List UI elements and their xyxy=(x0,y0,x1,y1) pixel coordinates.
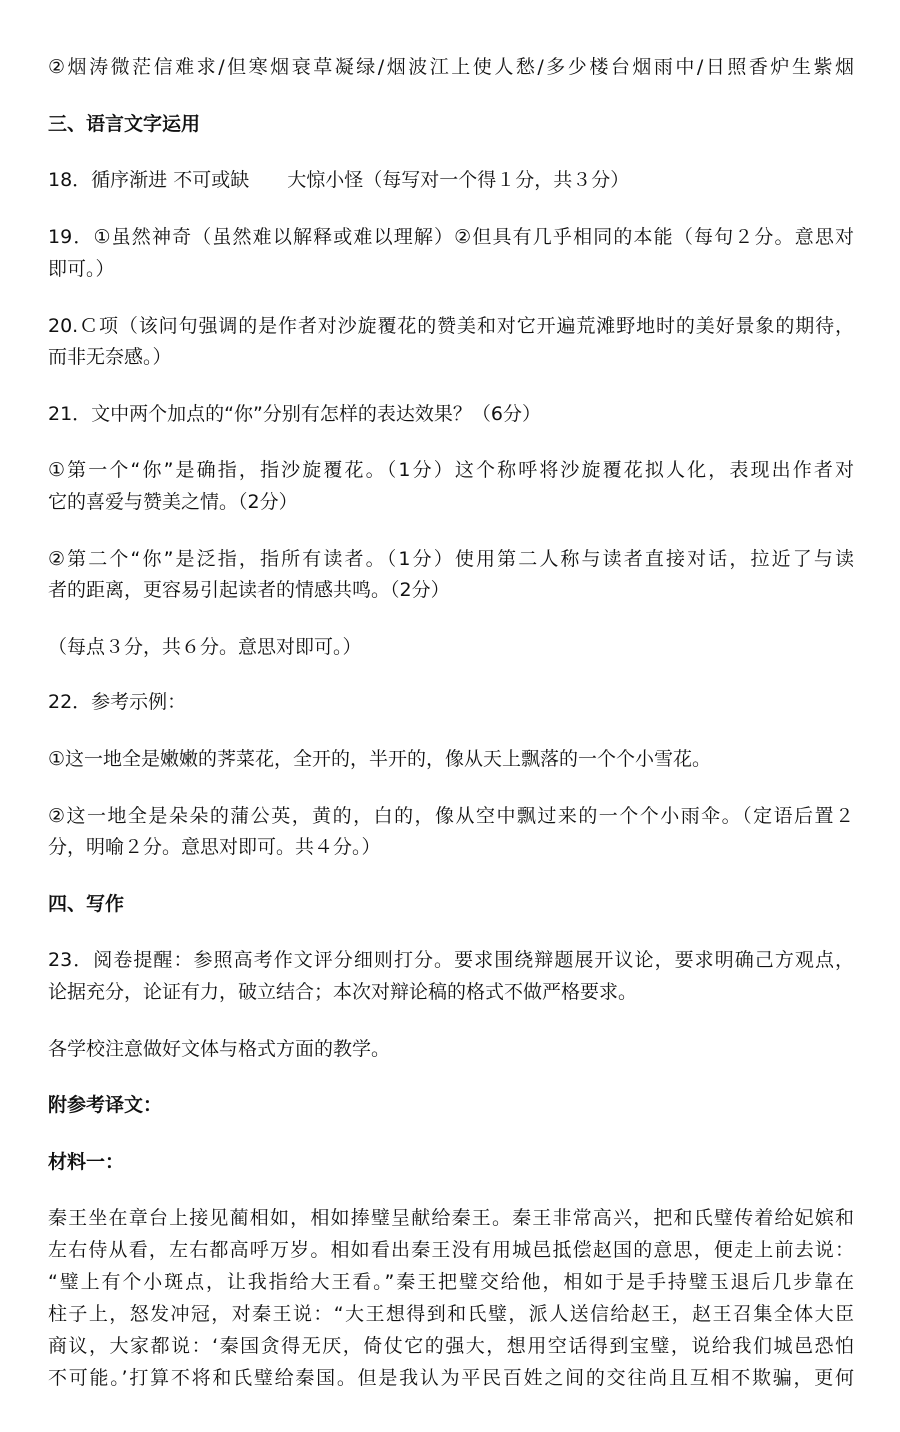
answer-22-heading: 22．参考示例： xyxy=(48,691,187,713)
answer-21-scoring: （每点３分，共６分。意思对即可。） xyxy=(48,636,362,658)
answer-21-point-2-line-2: 者的距离，更容易引起读者的情感共鸣。（2分） xyxy=(48,579,450,601)
answer-20-line-2: 而非无奈感。） xyxy=(48,346,172,368)
translation-line-5: 商议，大家都说：‘秦国贪得无厌，倚仗它的强大，想用空话得到宝璧，说给我们城邑恐怕 xyxy=(48,1335,854,1357)
answer-21-point-1-line-2: 它的喜爱与赞美之情。（2分） xyxy=(48,491,298,513)
translation-line-6: 不可能。’打算不将和氏璧给秦国。但是我认为平民百姓之间的交往尚且互相不欺骗，更何 xyxy=(48,1367,854,1389)
material-one-heading: 材料一： xyxy=(48,1151,125,1173)
answer-23-line-1: 23．阅卷提醒：参照高考作文评分细则打分。要求围绕辩题展开议论，要求明确己方观点， xyxy=(48,949,854,971)
translation-line-1: 秦王坐在章台上接见蔺相如，相如捧璧呈献给秦王。秦王非常高兴，把和氏璧传着给妃嫔和 xyxy=(48,1207,854,1229)
answer-17-line-2: ②烟涛微茫信难求/但寒烟衰草凝绿/烟波江上使人愁/多少楼台烟雨中/日照香炉生紫烟 xyxy=(48,56,854,78)
section-heading-language-use: 三、语言文字运用 xyxy=(48,113,201,135)
answer-19-line-2: 即可。） xyxy=(48,258,115,280)
answer-19-line-1: 19．①虽然神奇（虽然难以解释或难以理解）②但具有几乎相同的本能（每句２分。意思对 xyxy=(48,226,854,248)
answer-21-question: 21．文中两个加点的“你”分别有怎样的表达效果？（6分） xyxy=(48,403,541,425)
answer-18: 18．循序渐进 不可或缺 大惊小怪（每写对一个得１分，共３分） xyxy=(48,169,630,191)
translation-line-3: “璧上有个小斑点，让我指给大王看。”秦王把璧交给他，相如于是手持璧玉退后几步靠在 xyxy=(48,1271,854,1293)
teaching-note: 各学校注意做好文体与格式方面的教学。 xyxy=(48,1038,391,1060)
answer-23-line-2: 论据充分，论证有力，破立结合；本次对辩论稿的格式不做严格要求。 xyxy=(48,981,638,1003)
answer-20-line-1: 20.Ｃ项（该问句强调的是作者对沙旋覆花的赞美和对它开遍荒滩野地时的美好景象的期待， xyxy=(48,315,854,337)
translation-heading: 附参考译文： xyxy=(48,1094,163,1116)
answer-21-point-2-line-1: ②第二个“你”是泛指，指所有读者。（1分）使用第二人称与读者直接对话，拉近了与读 xyxy=(48,548,854,570)
answer-22-example-2-line-2: 分，明喻２分。意思对即可。共４分。） xyxy=(48,836,381,858)
section-heading-writing: 四、写作 xyxy=(48,893,125,915)
translation-line-2: 左右侍从看，左右都高呼万岁。相如看出秦王没有用城邑抵偿赵国的意思，便走上前去说： xyxy=(48,1239,854,1261)
answer-22-example-1: ①这一地全是嫩嫩的荠菜花，全开的，半开的，像从天上飘落的一个个小雪花。 xyxy=(48,748,712,770)
answer-22-example-2-line-1: ②这一地全是朵朵的蒲公英，黄的，白的，像从空中飘过来的一个个小雨伞。（定语后置２ xyxy=(48,805,854,827)
answer-21-point-1-line-1: ①第一个“你”是确指，指沙旋覆花。（1分）这个称呼将沙旋覆花拟人化，表现出作者对 xyxy=(48,459,854,481)
translation-line-4: 柱子上，怒发冲冠，对秦王说：“大王想得到和氏璧，派人送信给赵王，赵王召集全体大臣 xyxy=(48,1303,854,1325)
